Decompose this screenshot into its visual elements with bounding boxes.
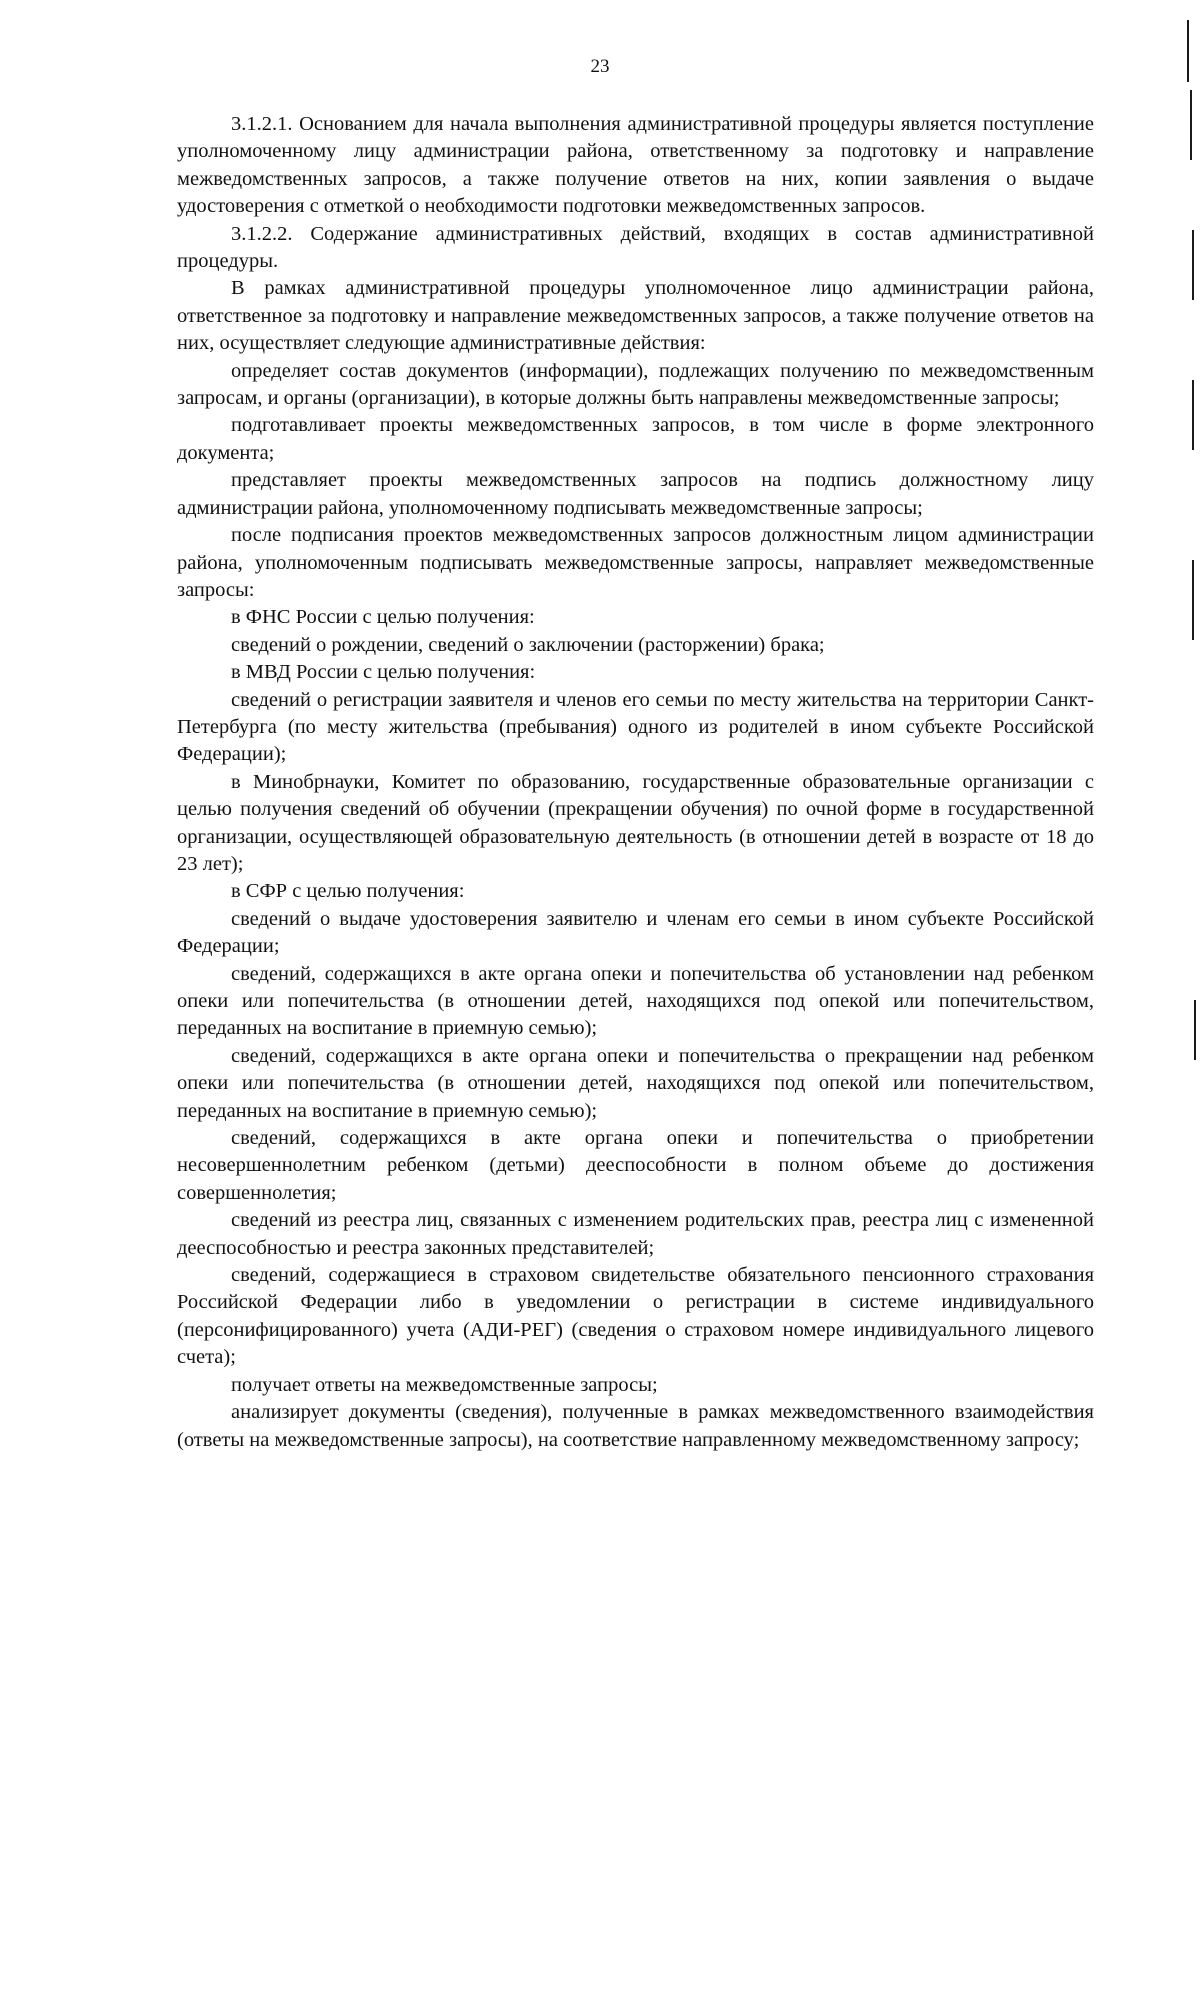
paragraph-fns-info: сведений о рождении, сведений о заключении (расторжении) брака; <box>231 633 825 656</box>
paragraph-action-analyze: анализирует документы (сведения), полученные в рамках межведомственного взаимодействия (ответы на межведомственные запросы), на соответствие направленному межведомственному запросу; <box>177 1401 1094 1451</box>
paragraph-mvd: в МВД России с целью получения: <box>231 661 536 684</box>
paragraph-sfr-registry: сведений из реестра лиц, связанных с изменением родительских прав, реестра лиц с измененной дееспособностью и реестра законных представителей; <box>177 1209 1094 1259</box>
paragraph-sfr-certificate: сведений о выдаче удостоверения заявителю и членам его семьи в ином субъекте Российской Федерации; <box>177 907 1094 958</box>
paragraph-sfr-capacity: сведений, содержащихся в акте органа опеки и попечительства о приобретении несовершеннолетним ребенком (детьми) дееспособности в полном объеме до достижения совершеннолетия; <box>177 1127 1094 1204</box>
paragraph-sfr-guardianship-establish: сведений, содержащихся в акте органа опеки и попечительства об установлении над ребенком опеки или попечительства (в отношении детей, находящихся под опекой или попечительством, переданных на воспитание в приемную семью); <box>177 962 1094 1040</box>
paragraph-mvd-info: сведений о регистрации заявителя и членов его семьи по месту жительства на территории Санкт-Петербурга (по месту жительства (пребывания) одного из родителей в ином субъекте Российской Федерации); <box>177 688 1094 766</box>
paragraph-3-1-2-1: 3.1.2.1. Основанием для начала выполнения административной процедуры является поступление уполномоченному лицу администрации района, ответственному за подготовку и направление межведомственных запросов, а также получение ответов на них, копии заявления о выдаче удостоверения с отметкой о необходимости подготовки межведомственных запросов. <box>177 113 1094 218</box>
document-body <box>177 111 1094 1454</box>
paragraph-sfr-insurance: сведений, содержащиеся в страховом свидетельстве обязательного пенсионного страхования Российской Федерации либо в уведомлении о регистрации в системе индивидуального (персонифицированного) учета (АДИ-РЕГ) (сведения о страховом номере индивидуального лицевого счета); <box>177 1264 1094 1369</box>
paragraph-action-send: после подписания проектов межведомственных запросов должностным лицом администрации района, уполномоченным подписывать межведомственные запросы, направляет межведомственные запросы: <box>177 524 1094 601</box>
scan-edge-mark <box>1187 20 1189 82</box>
scan-edge-mark <box>1192 380 1194 450</box>
paragraph-action-receive: получает ответы на межведомственные запросы; <box>231 1373 658 1396</box>
paragraph-3-1-2-2: 3.1.2.2. Содержание административных действий, входящих в состав административной процедуры. <box>177 222 1094 273</box>
scan-edge-mark <box>1192 230 1194 300</box>
scan-edge-mark <box>1190 90 1192 160</box>
paragraph-action-define: определяет состав документов (информации), подлежащих получению по межведомственным запросам, и органы (организации), в которые должны быть направлены межведомственные запросы; <box>177 359 1094 410</box>
paragraph-sfr: в СФР с целью получения: <box>231 880 465 903</box>
page-number: 23 <box>590 56 610 77</box>
paragraph-sfr-guardianship-terminate: сведений, содержащихся в акте органа опеки и попечительства о прекращении над ребенком опеки или попечительства (в отношении детей, находящихся под опекой или попечительством, переданных на воспитание в приемную семью); <box>177 1044 1094 1122</box>
paragraph-intro-actions: В рамках административной процедуры уполномоченное лицо администрации района, ответственное за подготовку и направление межведомственных запросов, а также получение ответов на них, осуществляет следующие административные действия: <box>177 277 1094 355</box>
paragraph-action-prepare: подготавливает проекты межведомственных запросов, в том числе в форме электронного документа; <box>177 414 1094 464</box>
scan-edge-mark <box>1192 560 1194 640</box>
paragraph-action-submit: представляет проекты межведомственных запросов на подпись должностному лицу администрации района, уполномоченному подписывать межведомственные запросы; <box>177 469 1094 519</box>
paragraph-minobrnauki: в Минобрнауки, Комитет по образованию, государственные образовательные организации с целью получения сведений об обучении (прекращении обучения) по очной форме в государственной организации, осуществляющей образовательную деятельность (в отношении детей в возрасте от 18 до 23 лет); <box>177 770 1094 875</box>
paragraph-fns: в ФНС России с целью получения: <box>231 606 535 629</box>
scan-edge-mark <box>1194 1000 1196 1060</box>
